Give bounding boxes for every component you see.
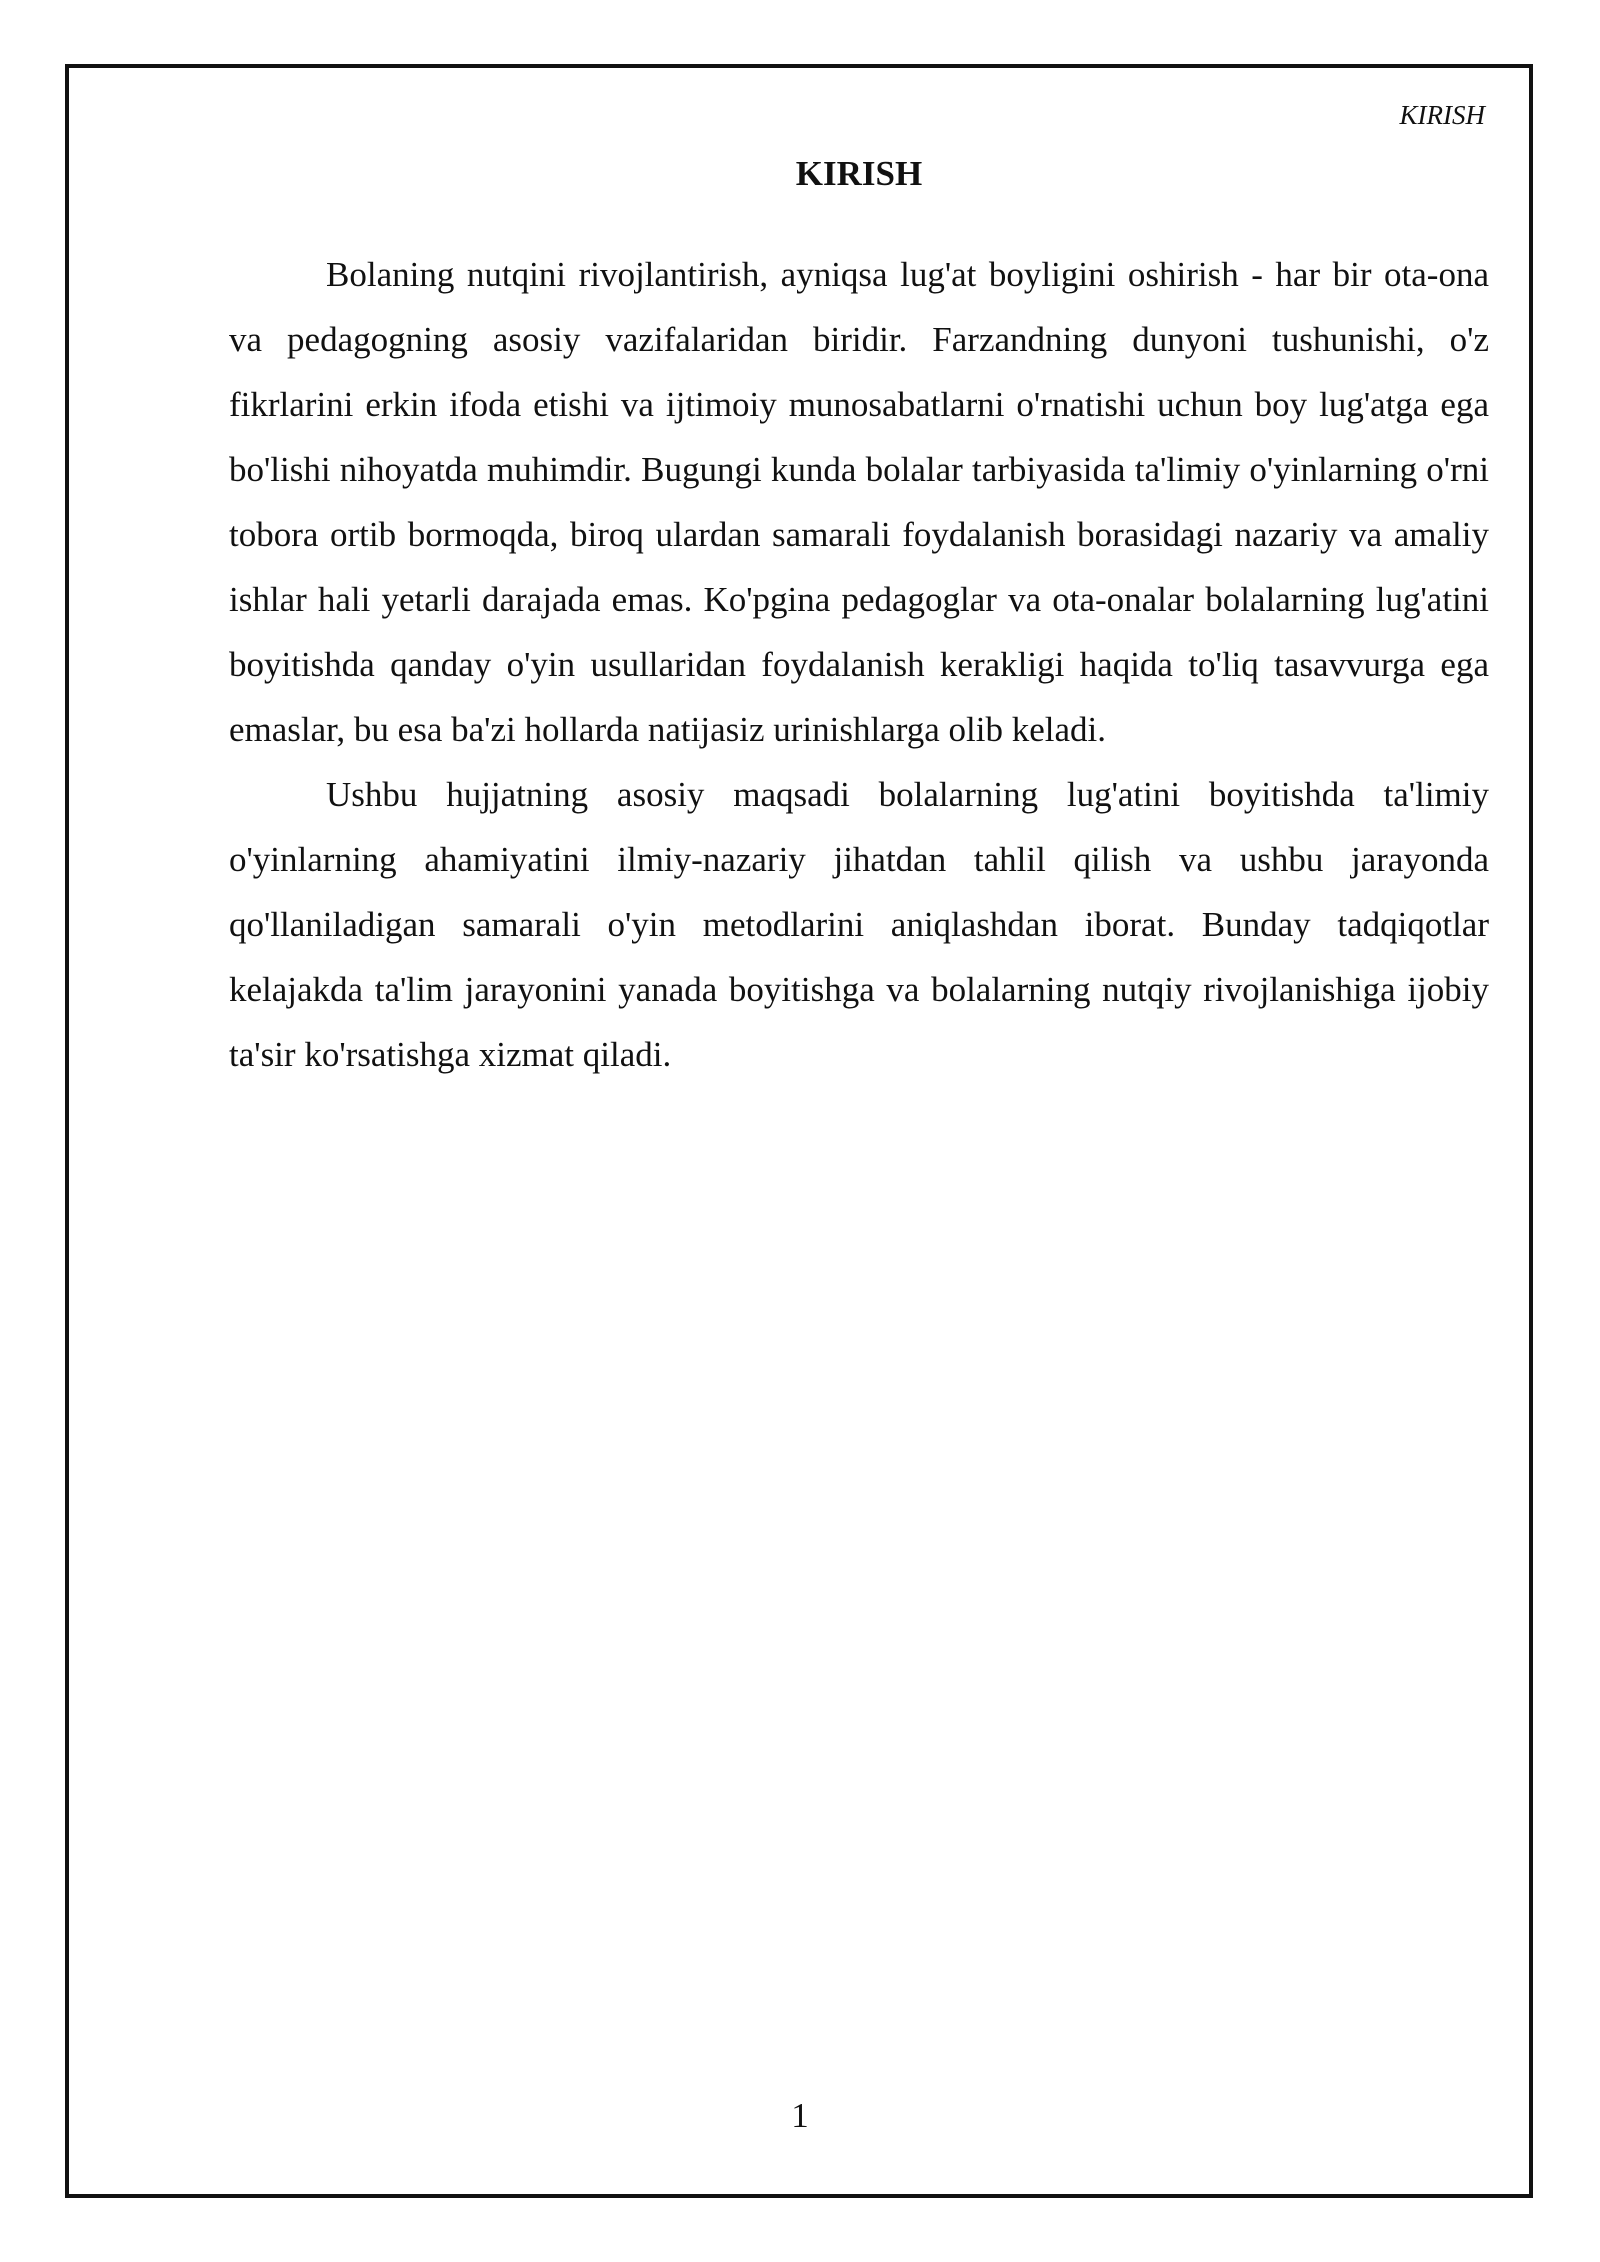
section-title: KIRISH	[795, 154, 923, 193]
paragraph-1: Bolaning nutqini rivojlantirish, ayniqsa lug'at boyligini oshirish - har bir ota-ona va pedagogning asosiy vazifalaridan biridir. Farzandning dunyoni tushunishi, o'z fikrlarini erkin ifoda etishi va ijtimoiy munosabatlarni o'rnatishi uchun boy lug'atga ega bo'lishi nihoyatda muhimdir. Bugungi kunda bolalar tarbiyasida ta'limiy o'yinlarning o'rni tobora ortib bormoqda, biroq ulardan samarali foydalanish borasidagi nazariy va amaliy ishlar hali yetarli darajada emas. Ko'pgina pedagoglar va ota-onalar bolalarning lug'atini boyitishda qanday o'yin usullaridan foydalanish kerakligi haqida to'liq tasavvurga ega emaslar, bu esa ba'zi hollarda natijasiz urinishlarga olib keladi.	[229, 255, 1489, 749]
paragraph-2: Ushbu hujjatning asosiy maqsadi bolalarning lug'atini boyitishda ta'limiy o'yinlarning ahamiyatini ilmiy-nazariy jihatdan tahlil qilish va ushbu jarayonda qo'llaniladigan samarali o'yin metodlarini aniqlashdan iborat. Bunday tadqiqotlar kelajakda ta'lim jarayonini yanada boyitishga va bolalarning nutqiy rivojlanishiga ijobiy ta'sir ko'rsatishga xizmat qiladi.	[229, 775, 1489, 1074]
running-header: KIRISH	[1399, 100, 1485, 130]
page-number: 1	[791, 2096, 809, 2135]
body-text	[229, 242, 1489, 1087]
